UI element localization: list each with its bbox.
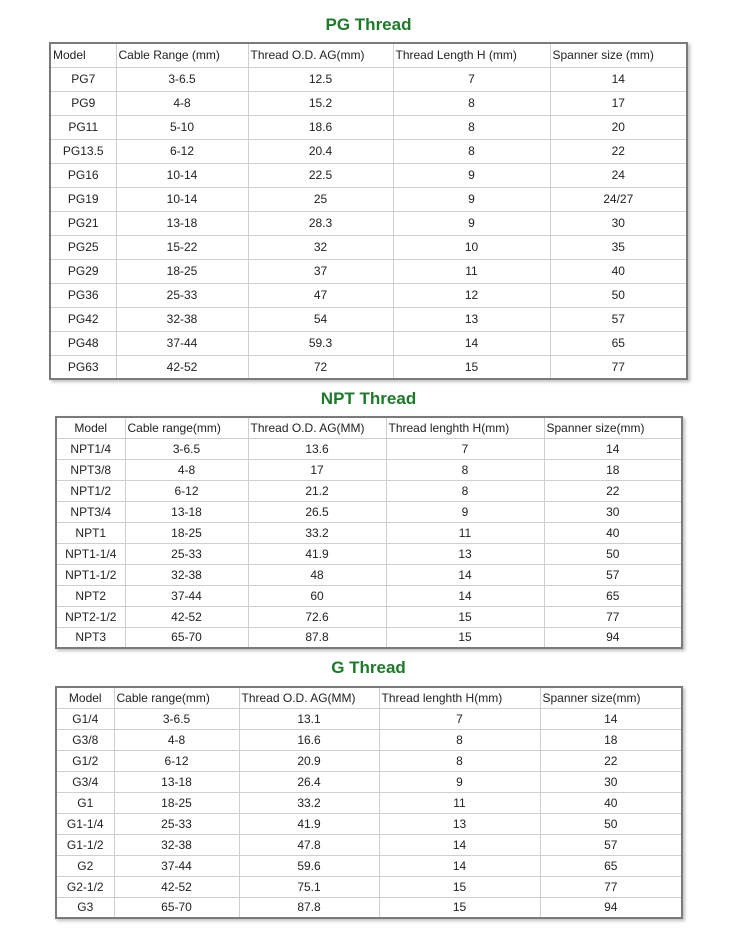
table-cell: 28.3	[248, 211, 393, 235]
table-row	[50, 331, 687, 355]
table-row	[56, 438, 682, 459]
table-cell: 18.6	[248, 115, 393, 139]
table-header-row	[56, 417, 682, 438]
table-cell: 18	[540, 729, 682, 750]
model-cell: NPT1-1/4	[56, 543, 125, 564]
table-cell: 18	[544, 459, 682, 480]
table-cell: 87.8	[239, 897, 379, 918]
column-header: Model	[56, 687, 114, 708]
table-cell: 3-6.5	[116, 67, 248, 91]
model-cell: G1/2	[56, 750, 114, 771]
table-cell: 26.4	[239, 771, 379, 792]
table-cell: 8	[386, 480, 544, 501]
table-row	[56, 501, 682, 522]
table-cell: 32-38	[125, 564, 248, 585]
npt-thread-title: NPT Thread	[320, 389, 417, 408]
table-cell: 57	[544, 564, 682, 585]
table-row	[56, 897, 682, 918]
table-row	[56, 834, 682, 855]
table-row	[56, 855, 682, 876]
table-cell: 30	[540, 771, 682, 792]
table-cell: 4-8	[116, 91, 248, 115]
table-cell: 13.6	[248, 438, 386, 459]
table-cell: 17	[248, 459, 386, 480]
pg-thread-title: PG Thread	[325, 15, 412, 34]
model-cell: G2	[56, 855, 114, 876]
table-cell: 50	[540, 813, 682, 834]
model-cell: NPT2	[56, 585, 125, 606]
column-header: Model	[56, 417, 125, 438]
table-cell: 47	[248, 283, 393, 307]
table-cell: 14	[386, 585, 544, 606]
table-cell: 50	[550, 283, 687, 307]
table-cell: 18-25	[125, 522, 248, 543]
table-cell: 13.1	[239, 708, 379, 729]
table-cell: 9	[393, 211, 550, 235]
model-cell: PG19	[50, 187, 116, 211]
table-cell: 32-38	[116, 307, 248, 331]
table-cell: 60	[248, 585, 386, 606]
table-cell: 48	[248, 564, 386, 585]
table-cell: 14	[550, 67, 687, 91]
table-cell: 75.1	[239, 876, 379, 897]
table-cell: 33.2	[239, 792, 379, 813]
table-cell: 20.9	[239, 750, 379, 771]
table-row	[50, 67, 687, 91]
table-cell: 65-70	[125, 627, 248, 648]
table-cell: 59.3	[248, 331, 393, 355]
table-cell: 4-8	[125, 459, 248, 480]
table-row	[56, 543, 682, 564]
column-header: Thread lenghth H(mm)	[386, 417, 544, 438]
table-cell: 14	[379, 855, 540, 876]
table-cell: 6-12	[116, 139, 248, 163]
table-cell: 18-25	[114, 792, 239, 813]
model-cell: G1/4	[56, 708, 114, 729]
column-header: Thread lenghth H(mm)	[379, 687, 540, 708]
model-cell: G3/4	[56, 771, 114, 792]
model-cell: NPT1/4	[56, 438, 125, 459]
table-cell: 14	[544, 438, 682, 459]
table-row	[56, 480, 682, 501]
table-row	[50, 115, 687, 139]
model-cell: PG42	[50, 307, 116, 331]
table-cell: 8	[393, 115, 550, 139]
model-cell: NPT3/4	[56, 501, 125, 522]
table-cell: 25-33	[125, 543, 248, 564]
table-cell: 32-38	[114, 834, 239, 855]
table-row	[50, 139, 687, 163]
table-cell: 13	[379, 813, 540, 834]
table-row	[50, 283, 687, 307]
table-cell: 50	[544, 543, 682, 564]
column-header: Spanner size(mm)	[544, 417, 682, 438]
table-cell: 13-18	[116, 211, 248, 235]
table-row	[56, 564, 682, 585]
table-cell: 15-22	[116, 235, 248, 259]
model-cell: PG25	[50, 235, 116, 259]
table-cell: 65	[550, 331, 687, 355]
table-cell: 14	[393, 331, 550, 355]
table-cell: 15	[393, 355, 550, 379]
table-cell: 25-33	[116, 283, 248, 307]
table-cell: 65	[544, 585, 682, 606]
table-cell: 40	[550, 259, 687, 283]
table-cell: 11	[386, 522, 544, 543]
table-cell: 32	[248, 235, 393, 259]
table-cell: 6-12	[114, 750, 239, 771]
table-cell: 24/27	[550, 187, 687, 211]
table-cell: 13	[386, 543, 544, 564]
model-cell: PG36	[50, 283, 116, 307]
table-cell: 77	[544, 606, 682, 627]
table-cell: 14	[540, 708, 682, 729]
column-header: Thread O.D. AG(MM)	[248, 417, 386, 438]
table-cell: 10	[393, 235, 550, 259]
table-cell: 77	[540, 876, 682, 897]
table-cell: 57	[550, 307, 687, 331]
table-cell: 20.4	[248, 139, 393, 163]
table-cell: 94	[540, 897, 682, 918]
table-cell: 11	[393, 259, 550, 283]
column-header: Thread O.D. AG(MM)	[239, 687, 379, 708]
table-cell: 21.2	[248, 480, 386, 501]
table-cell: 94	[544, 627, 682, 648]
table-header-row	[56, 687, 682, 708]
model-cell: NPT2-1/2	[56, 606, 125, 627]
table-cell: 16.6	[239, 729, 379, 750]
table-cell: 42-52	[116, 355, 248, 379]
table-cell: 30	[550, 211, 687, 235]
table-cell: 25	[248, 187, 393, 211]
table-cell: 42-52	[114, 876, 239, 897]
column-header: Cable Range (mm)	[116, 43, 248, 67]
table-cell: 24	[550, 163, 687, 187]
table-cell: 6-12	[125, 480, 248, 501]
table-row	[56, 876, 682, 897]
table-cell: 10-14	[116, 187, 248, 211]
table-cell: 77	[550, 355, 687, 379]
g-thread-table	[55, 686, 683, 919]
table-cell: 9	[379, 771, 540, 792]
model-cell: PG13.5	[50, 139, 116, 163]
table-row	[50, 211, 687, 235]
table-cell: 37-44	[114, 855, 239, 876]
table-cell: 42-52	[125, 606, 248, 627]
table-cell: 40	[544, 522, 682, 543]
table-row	[56, 708, 682, 729]
model-cell: PG9	[50, 91, 116, 115]
table-cell: 11	[379, 792, 540, 813]
table-cell: 14	[386, 564, 544, 585]
table-cell: 9	[386, 501, 544, 522]
pg-thread-table	[49, 42, 688, 380]
model-cell: PG48	[50, 331, 116, 355]
table-cell: 72.6	[248, 606, 386, 627]
table-cell: 47.8	[239, 834, 379, 855]
table-cell: 37	[248, 259, 393, 283]
model-cell: NPT1/2	[56, 480, 125, 501]
table-cell: 3-6.5	[125, 438, 248, 459]
table-row	[50, 259, 687, 283]
table-cell: 12	[393, 283, 550, 307]
model-cell: NPT1-1/2	[56, 564, 125, 585]
table-cell: 3-6.5	[114, 708, 239, 729]
model-cell: PG7	[50, 67, 116, 91]
model-cell: NPT3/8	[56, 459, 125, 480]
model-cell: PG11	[50, 115, 116, 139]
table-cell: 4-8	[114, 729, 239, 750]
table-row	[56, 585, 682, 606]
table-row	[56, 522, 682, 543]
table-cell: 87.8	[248, 627, 386, 648]
table-row	[56, 627, 682, 648]
table-row	[50, 307, 687, 331]
model-cell: G3/8	[56, 729, 114, 750]
table-cell: 13-18	[114, 771, 239, 792]
table-cell: 22.5	[248, 163, 393, 187]
table-cell: 65	[540, 855, 682, 876]
model-cell: G1-1/4	[56, 813, 114, 834]
table-cell: 33.2	[248, 522, 386, 543]
table-cell: 65-70	[114, 897, 239, 918]
model-cell: G2-1/2	[56, 876, 114, 897]
table-cell: 37-44	[125, 585, 248, 606]
table-cell: 30	[544, 501, 682, 522]
table-cell: 54	[248, 307, 393, 331]
model-cell: PG29	[50, 259, 116, 283]
model-cell: NPT3	[56, 627, 125, 648]
model-cell: PG16	[50, 163, 116, 187]
table-cell: 15	[386, 606, 544, 627]
table-cell: 12.5	[248, 67, 393, 91]
table-cell: 8	[379, 750, 540, 771]
table-cell: 25-33	[114, 813, 239, 834]
table-cell: 8	[393, 91, 550, 115]
model-cell: NPT1	[56, 522, 125, 543]
table-cell: 15.2	[248, 91, 393, 115]
table-cell: 22	[550, 139, 687, 163]
table-row	[56, 792, 682, 813]
table-cell: 15	[379, 897, 540, 918]
table-cell: 41.9	[248, 543, 386, 564]
table-cell: 41.9	[239, 813, 379, 834]
column-header: Spanner size (mm)	[550, 43, 687, 67]
model-cell: G1	[56, 792, 114, 813]
model-cell: G3	[56, 897, 114, 918]
table-row	[50, 355, 687, 379]
table-cell: 37-44	[116, 331, 248, 355]
table-cell: 14	[379, 834, 540, 855]
table-row	[56, 813, 682, 834]
table-row	[56, 459, 682, 480]
table-cell: 7	[379, 708, 540, 729]
column-header: Model	[50, 43, 116, 67]
column-header: Thread O.D. AG(mm)	[248, 43, 393, 67]
table-cell: 20	[550, 115, 687, 139]
table-cell: 40	[540, 792, 682, 813]
table-row	[56, 750, 682, 771]
column-header: Cable range(mm)	[125, 417, 248, 438]
column-header: Cable range(mm)	[114, 687, 239, 708]
table-cell: 59.6	[239, 855, 379, 876]
table-cell: 26.5	[248, 501, 386, 522]
table-cell: 72	[248, 355, 393, 379]
table-cell: 8	[393, 139, 550, 163]
table-row	[56, 771, 682, 792]
table-cell: 13-18	[125, 501, 248, 522]
g-thread-title: G Thread	[331, 658, 406, 677]
table-cell: 7	[393, 67, 550, 91]
model-cell: G1-1/2	[56, 834, 114, 855]
table-cell: 18-25	[116, 259, 248, 283]
table-cell: 8	[386, 459, 544, 480]
table-row	[50, 235, 687, 259]
table-row	[50, 91, 687, 115]
table-cell: 8	[379, 729, 540, 750]
table-cell: 35	[550, 235, 687, 259]
table-cell: 22	[544, 480, 682, 501]
model-cell: PG21	[50, 211, 116, 235]
table-cell: 57	[540, 834, 682, 855]
table-row	[50, 187, 687, 211]
table-cell: 5-10	[116, 115, 248, 139]
column-header: Spanner size(mm)	[540, 687, 682, 708]
table-cell: 15	[386, 627, 544, 648]
npt-thread-table	[55, 416, 683, 649]
table-cell: 9	[393, 163, 550, 187]
table-cell: 15	[379, 876, 540, 897]
table-cell: 13	[393, 307, 550, 331]
table-cell: 22	[540, 750, 682, 771]
table-cell: 10-14	[116, 163, 248, 187]
table-cell: 9	[393, 187, 550, 211]
table-header-row	[50, 43, 687, 67]
table-row	[50, 163, 687, 187]
column-header: Thread Length H (mm)	[393, 43, 550, 67]
table-cell: 17	[550, 91, 687, 115]
model-cell: PG63	[50, 355, 116, 379]
table-cell: 7	[386, 438, 544, 459]
table-row	[56, 729, 682, 750]
table-row	[56, 606, 682, 627]
